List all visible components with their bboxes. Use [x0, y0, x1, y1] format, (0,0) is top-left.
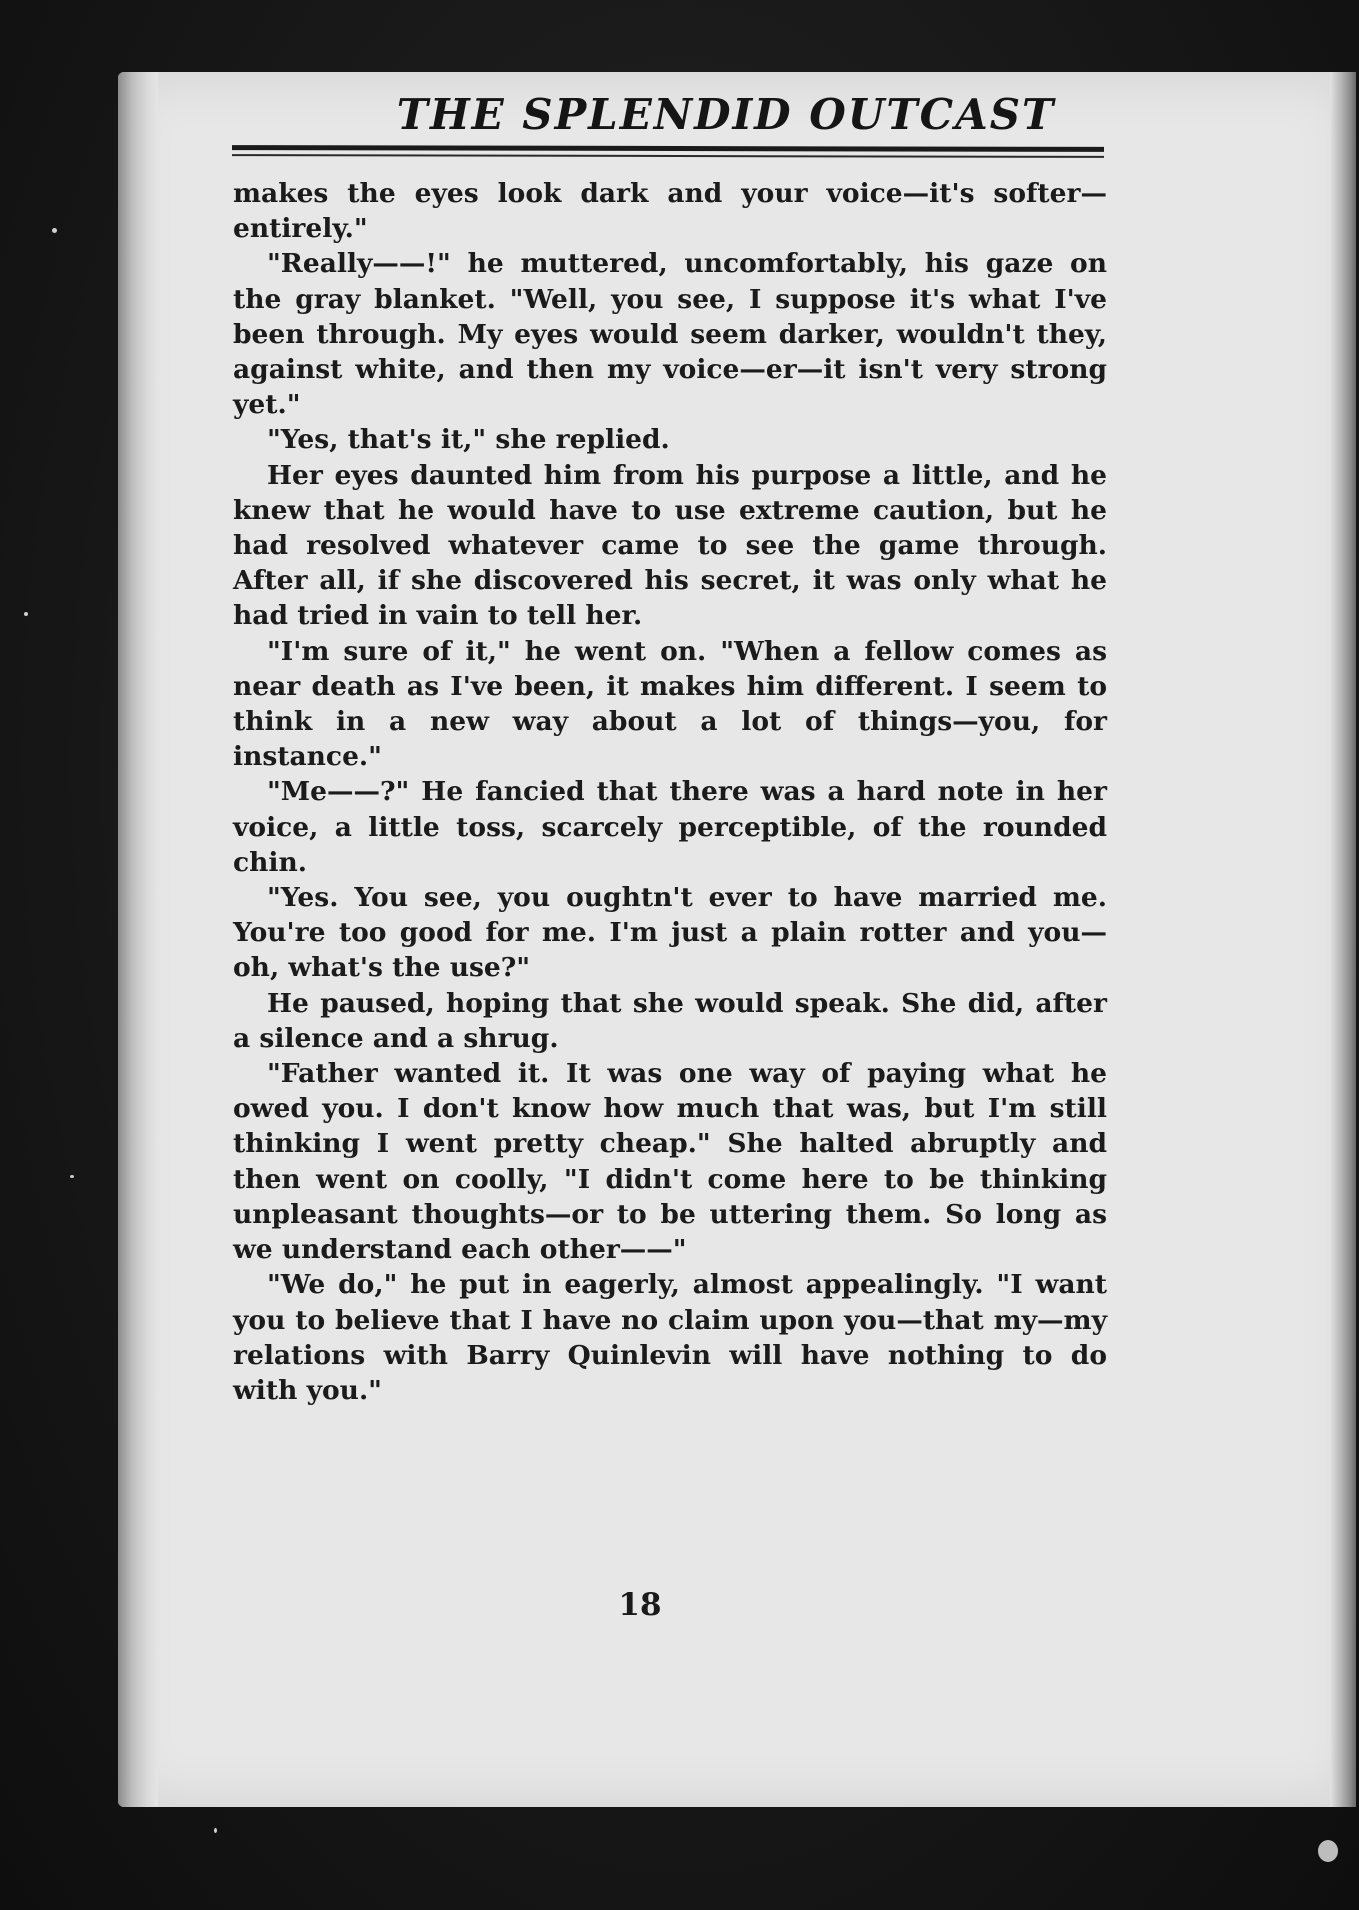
dust-speck [214, 1828, 217, 1833]
dust-speck [52, 228, 57, 233]
paragraph: Her eyes daunted him from his purpose a little, and he knew that he would have to use extreme caution, but he had resolved whatever came to see the game through. After all, if she discovered his secret, it was only what he had tried in vain to tell her. [233, 459, 1107, 632]
dust-speck [1318, 1840, 1338, 1862]
paragraph: "Really——!" he muttered, uncomfortably, his gaze on the gray blanket. "Well, you see, I suppose it's what I've been through. My eyes would seem darker, wouldn't they, against white, and then my voice—er—it isn't very strong yet." [233, 248, 1107, 421]
paragraph: "Me——?" He fancied that there was a hard note in her voice, a little toss, scarcely perceptible, of the rounded chin. [233, 776, 1107, 878]
paragraph: "We do," he put in eagerly, almost appealingly. "I want you to believe that I have no claim upon you—that my—my relations with Barry Quinlevin will have nothing to do with you." [233, 1269, 1107, 1406]
paragraph: "I'm sure of it," he went on. "When a fellow comes as near death as I've been, it makes him different. I seem to think in a new way about a lot of things—you, for instance." [233, 635, 1107, 773]
book-gutter [118, 72, 158, 1807]
paragraph: "Yes. You see, you oughtn't ever to have married me. You're too good for me. I'm just a plain rotter and you—oh, what's the use?" [233, 882, 1107, 984]
dust-speck [70, 1175, 74, 1178]
dust-speck [24, 612, 28, 616]
body-text [233, 176, 1107, 1408]
paragraph: "Father wanted it. It was one way of paying what he owed you. I don't know how much that was, but I'm still thinking I went pretty cheap." She halted abruptly and then went on coolly, "I didn't come here to be thinking unpleasant thoughts—or to be uttering them. So long as we understand each other——" [233, 1058, 1107, 1266]
page-edge [1330, 72, 1356, 1807]
running-head: THE SPLENDID OUTCAST [396, 90, 1056, 139]
paragraph: makes the eyes look dark and your voice—it's softer—entirely." [233, 178, 1107, 245]
paragraph: He paused, hoping that she would speak. She did, after a silence and a shrug. [233, 987, 1107, 1054]
paragraph: "Yes, that's it," she replied. [267, 424, 670, 456]
page-number: 18 [618, 1587, 662, 1623]
